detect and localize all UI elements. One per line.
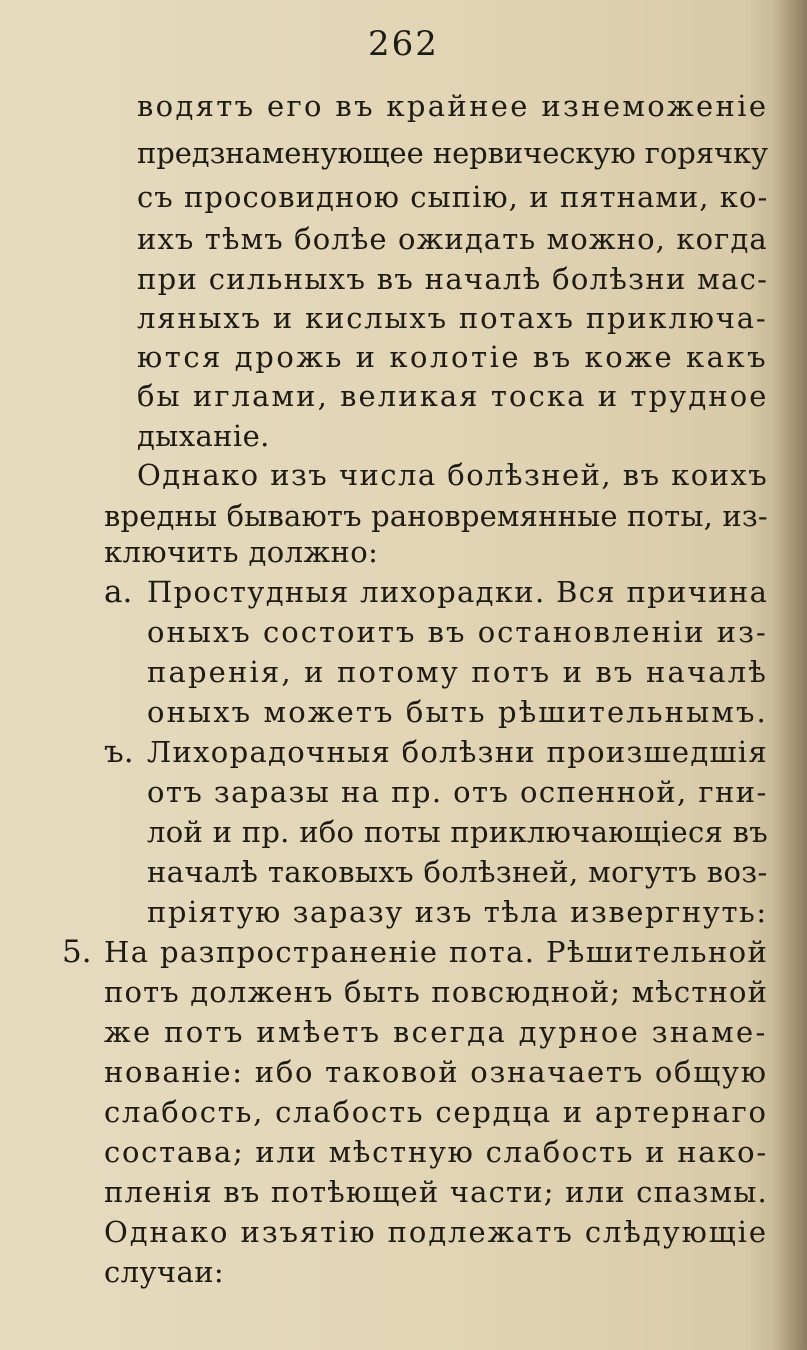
text-line: отъ заразы на пр. отъ оспенной, гни-: [147, 775, 768, 809]
list-marker-a: a.: [104, 574, 133, 610]
text-line: пріятую заразу изъ тѣла извергнуть:: [147, 895, 768, 929]
text-line: предзнаменующее нервическую горячку: [137, 136, 769, 170]
text-line: состава; или мѣстную слабость и нако-: [104, 1135, 768, 1169]
text-line: при сильныхъ въ началѣ болѣзни мас-: [137, 262, 769, 296]
text-line: дыханіе.: [137, 419, 270, 453]
text-line: слабость, слабость сердца и артернаго: [104, 1095, 768, 1129]
text-line: ляныхъ и кислыхъ потахъ приключа-: [137, 301, 768, 335]
text-line: Однако изъ числа болѣзней, въ коихъ: [137, 458, 769, 492]
text-line: потъ долженъ быть повсюдной; мѣстной: [104, 975, 769, 1009]
text-line: нованіе: ибо таковой означаетъ общую: [104, 1055, 768, 1089]
text-line: оныхъ можетъ быть рѣшительнымъ.: [147, 695, 768, 729]
page-edge-shadow: [773, 0, 807, 1350]
text-line: бы иглами, великая тоска и трудное: [137, 379, 769, 413]
text-line: началѣ таковыхъ болѣзней, могутъ воз-: [147, 855, 768, 889]
text-line: Однако изъятію подлежатъ слѣдующіе: [104, 1215, 768, 1249]
list-marker-b: ъ.: [104, 734, 134, 770]
text-line: Простудныя лихорадки. Вся причина: [147, 575, 769, 609]
page-number: 262: [368, 24, 439, 64]
section-marker-5: 5.: [62, 934, 92, 970]
text-line: ихъ тѣмъ болѣе ожидать можно, когда: [137, 222, 768, 256]
text-line: же потъ имѣетъ всегда дурное знаме-: [104, 1015, 768, 1049]
text-line: паренія, и потому потъ и въ началѣ: [147, 655, 768, 689]
text-line: пленія въ потѣющей части; или спазмы.: [104, 1175, 768, 1209]
text-line: водятъ его въ крайнее изнеможеніе: [137, 89, 769, 123]
text-line: ются дрожь и колотіе въ коже какъ: [137, 340, 769, 374]
text-line: съ просовидною сыпію, и пятнами, ко-: [137, 180, 769, 214]
text-line: случаи:: [104, 1255, 225, 1289]
text-line: ключить должно:: [104, 535, 379, 569]
text-line: оныхъ состоитъ въ остановленіи из-: [147, 615, 768, 649]
text-line: На разпространеніе пота. Рѣшительной: [104, 935, 769, 969]
text-line: лой и пр. ибо поты приключающіеся въ: [147, 815, 768, 849]
text-line: вредны бываютъ рановремянные поты, из-: [104, 499, 768, 533]
text-line: Лихорадочныя болѣзни произшедшія: [147, 735, 768, 769]
